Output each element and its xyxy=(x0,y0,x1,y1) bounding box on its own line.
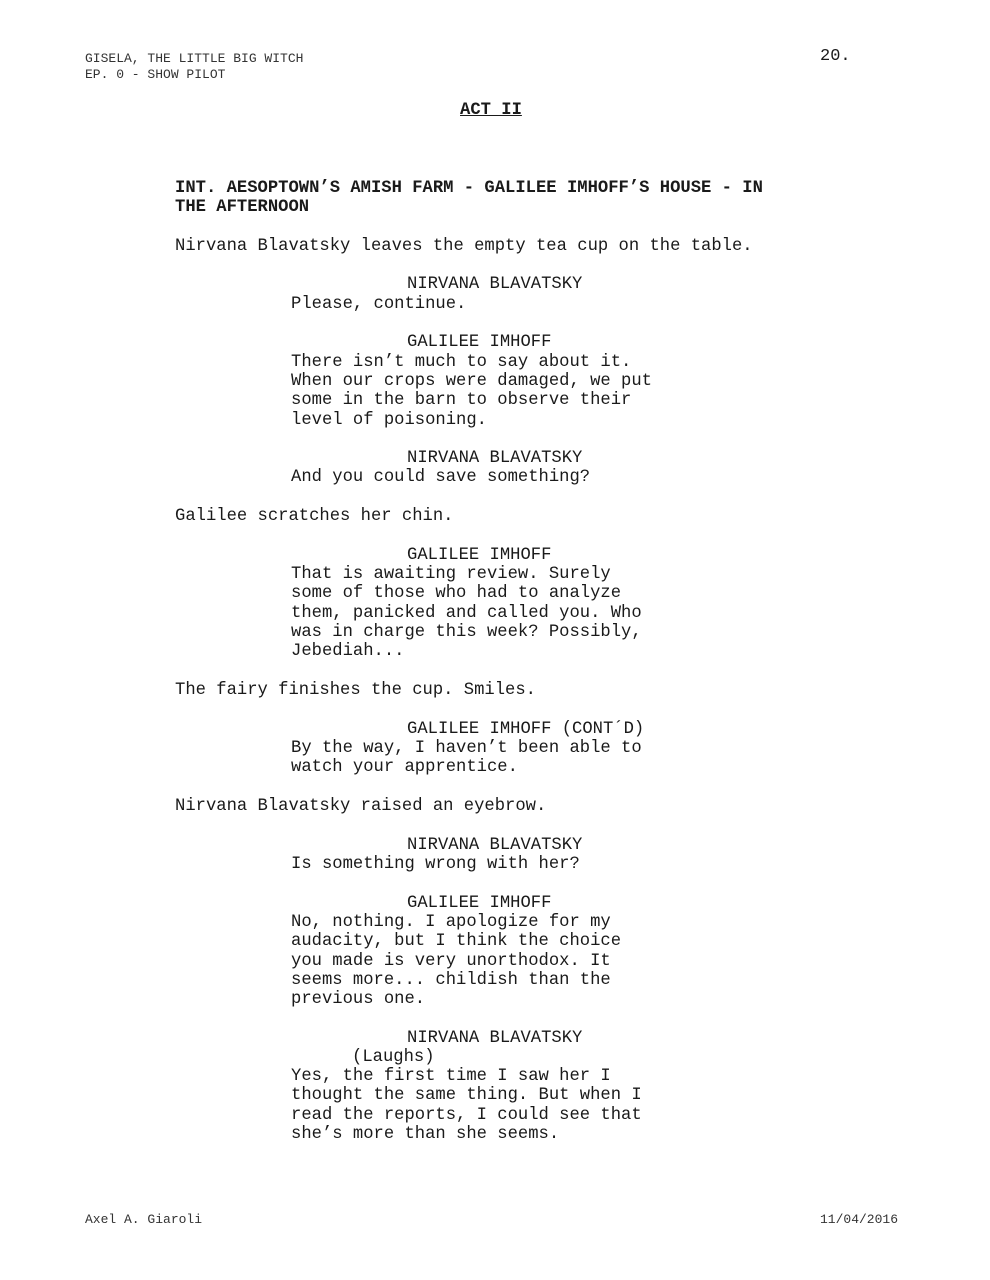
dialogue-line: seems more... childish than the xyxy=(291,971,611,990)
dialogue-line: That is awaiting review. Surely xyxy=(291,565,611,584)
action-line: Nirvana Blavatsky raised an eyebrow. xyxy=(175,797,547,816)
dialogue-line: By the way, I haven’t been able to xyxy=(291,739,642,758)
dialogue-line: There isn’t much to say about it. xyxy=(291,353,632,372)
dialogue-line: them, panicked and called you. Who xyxy=(291,604,642,623)
dialogue-line: When our crops were damaged, we put xyxy=(291,372,652,391)
dialogue-line: And you could save something? xyxy=(291,468,591,487)
character-name: NIRVANA BLAVATSKY xyxy=(407,836,583,855)
character-name: NIRVANA BLAVATSKY xyxy=(407,1029,583,1048)
dialogue-line: audacity, but I think the choice xyxy=(291,932,622,951)
dialogue-line: Is something wrong with her? xyxy=(291,855,580,874)
header-episode: EP. 0 - SHOW PILOT xyxy=(85,67,226,82)
act-title: ACT II xyxy=(460,101,522,120)
dialogue-line: Please, continue. xyxy=(291,295,467,314)
page-number: 20. xyxy=(820,47,851,66)
character-name: GALILEE IMHOFF (CONT´D) xyxy=(407,720,645,739)
dialogue-line: No, nothing. I apologize for my xyxy=(291,913,611,932)
character-name: NIRVANA BLAVATSKY xyxy=(407,275,583,294)
scene-heading-line1: INT. AESOPTOWN’S AMISH FARM - GALILEE IMHOFF’S HOUSE - IN xyxy=(175,179,763,198)
dialogue-line: some in the barn to observe their xyxy=(291,391,632,410)
character-name: GALILEE IMHOFF xyxy=(407,894,552,913)
footer-date: 11/04/2016 xyxy=(820,1212,899,1227)
parenthetical: (Laughs) xyxy=(352,1048,435,1067)
footer-author: Axel A. Giaroli xyxy=(85,1212,203,1227)
scene-heading-line2: THE AFTERNOON xyxy=(175,198,310,217)
dialogue-line: previous one. xyxy=(291,990,426,1009)
character-name: NIRVANA BLAVATSKY xyxy=(407,449,583,468)
dialogue-line: she’s more than she seems. xyxy=(291,1125,560,1144)
dialogue-line: watch your apprentice. xyxy=(291,758,518,777)
dialogue-line: some of those who had to analyze xyxy=(291,584,622,603)
action-line: Galilee scratches her chin. xyxy=(175,507,454,526)
dialogue-line: was in charge this week? Possibly, xyxy=(291,623,642,642)
header-title: GISELA, THE LITTLE BIG WITCH xyxy=(85,51,304,66)
action-line: The fairy finishes the cup. Smiles. xyxy=(175,681,536,700)
character-name: GALILEE IMHOFF xyxy=(407,333,552,352)
dialogue-line: Jebediah... xyxy=(291,642,405,661)
dialogue-line: read the reports, I could see that xyxy=(291,1106,642,1125)
action-line: Nirvana Blavatsky leaves the empty tea cup on the table. xyxy=(175,237,753,256)
dialogue-line: thought the same thing. But when I xyxy=(291,1086,642,1105)
dialogue-line: you made is very unorthodox. It xyxy=(291,952,611,971)
character-name: GALILEE IMHOFF xyxy=(407,546,552,565)
dialogue-line: level of poisoning. xyxy=(291,411,487,430)
dialogue-line: Yes, the first time I saw her I xyxy=(291,1067,611,1086)
